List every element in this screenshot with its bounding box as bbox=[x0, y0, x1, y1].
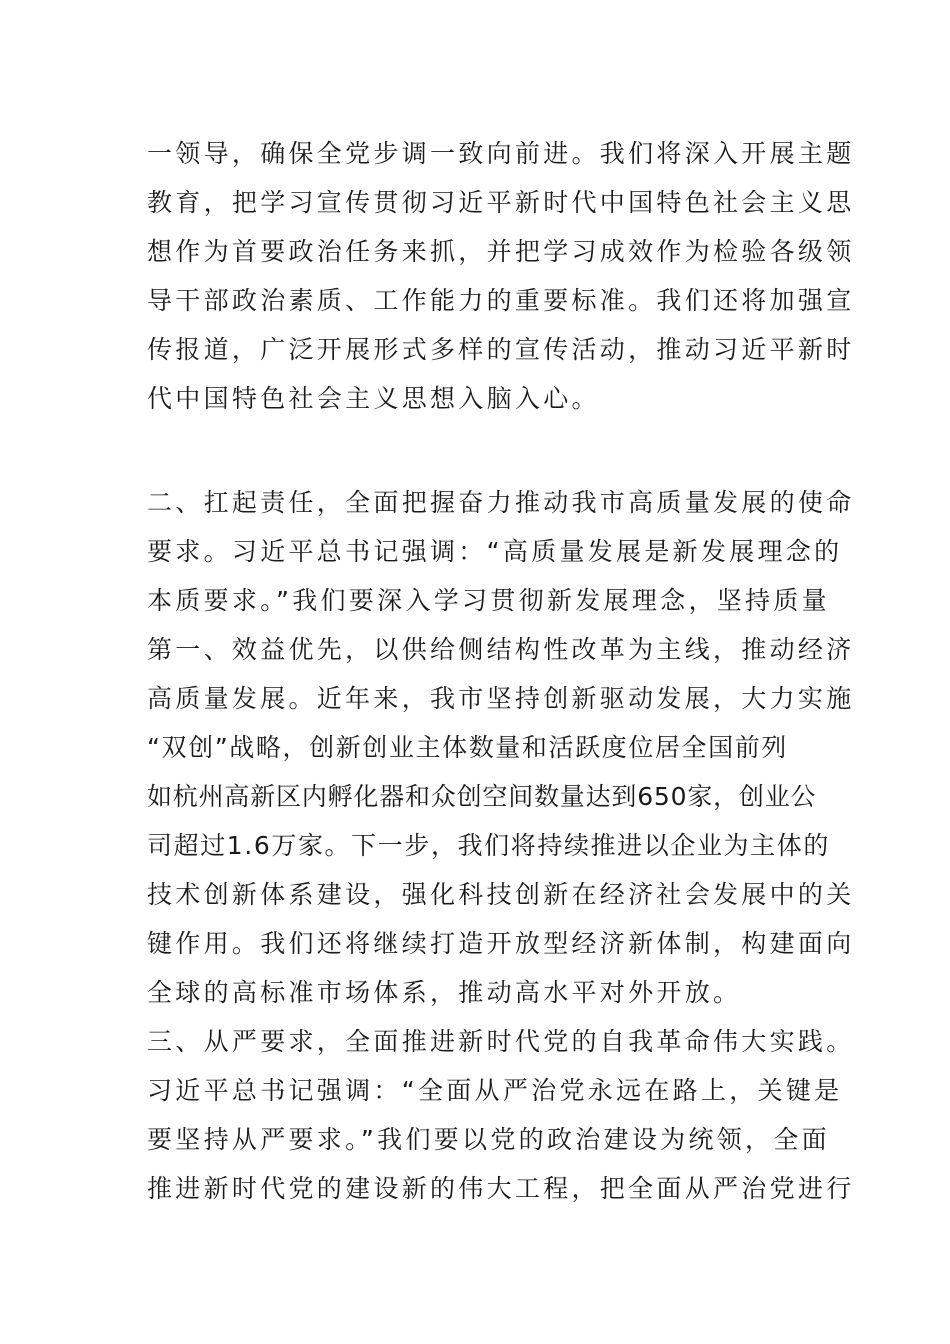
paragraph-line: 传报道，广泛开展形式多样的宣传活动，推动习近平新时 bbox=[147, 335, 855, 364]
paragraph-line: 如杭州高新区内孵化器和众创空间数量达到650家，创业公 bbox=[147, 782, 817, 811]
paragraph-line: 二、扛起责任，全面把握奋力推动我市高质量发展的使命 bbox=[147, 488, 855, 517]
paragraph-line: 要坚持从严要求。”我们要以党的政治建设为统领，全面 bbox=[147, 1125, 830, 1154]
paragraph-line: “双创”战略，创新创业主体数量和活跃度位居全国前列 bbox=[147, 733, 788, 762]
paragraph-line: 一领导，确保全党步调一致向前进。我们将深入开展主题 bbox=[147, 139, 855, 168]
paragraph-line: 第一、效益优先，以供给侧结构性改革为主线，推动经济 bbox=[147, 635, 855, 664]
paragraph-line: 教育，把学习宣传贯彻习近平新时代中国特色社会主义思 bbox=[147, 188, 855, 217]
paragraph-2 bbox=[147, 478, 855, 1017]
paragraph-3 bbox=[147, 1017, 855, 1213]
paragraph-line: 代中国特色社会主义思想入脑入心。 bbox=[147, 384, 600, 413]
paragraph-line: 技术创新体系建设，强化科技创新在经济社会发展中的关 bbox=[147, 880, 855, 909]
paragraph-line: 要求。习近平总书记强调：“高质量发展是新发展理念的 bbox=[147, 537, 843, 566]
paragraph-line: 司超过1.6万家。下一步，我们将持续推进以企业为主体的 bbox=[147, 831, 830, 860]
paragraph-line: 全球的高标准市场体系，推动高水平对外开放。 bbox=[147, 978, 742, 1007]
paragraph-line: 想作为首要政治任务来抓，并把学习成效作为检验各级领 bbox=[147, 237, 855, 266]
paragraph-line: 导干部政治素质、工作能力的重要标准。我们还将加强宣 bbox=[147, 286, 855, 315]
paragraph-line: 习近平总书记强调：“全面从严治党永远在路上，关键是 bbox=[147, 1076, 843, 1105]
paragraph-line: 本质要求。”我们要深入学习贯彻新发展理念，坚持质量 bbox=[147, 586, 830, 615]
paragraph-line: 键作用。我们还将继续打造开放型经济新体制，构建面向 bbox=[147, 929, 855, 958]
paragraph-1 bbox=[147, 129, 855, 423]
paragraph-line: 三、从严要求，全面推进新时代党的自我革命伟大实践。 bbox=[147, 1027, 855, 1056]
paragraph-line: 高质量发展。近年来，我市坚持创新驱动发展，大力实施 bbox=[147, 684, 855, 713]
paragraph-line: 推进新时代党的建设新的伟大工程，把全面从严治党进行 bbox=[147, 1174, 855, 1203]
